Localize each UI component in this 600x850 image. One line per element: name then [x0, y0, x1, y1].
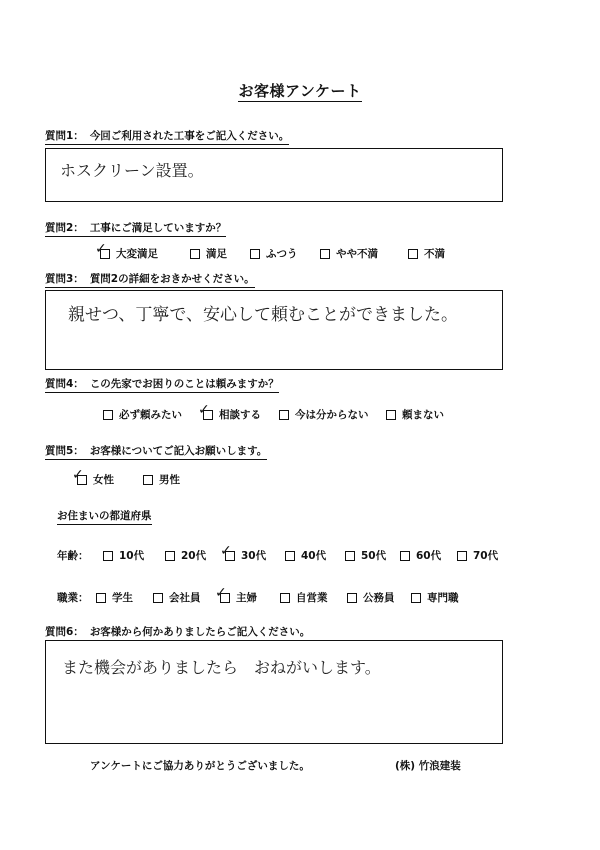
gender-option-label: 男性 — [159, 474, 180, 486]
satisfaction-option[interactable] — [95, 240, 158, 261]
checkbox[interactable] — [250, 249, 260, 259]
age-option-label: 30代 — [241, 550, 267, 562]
checkbox[interactable] — [345, 551, 355, 561]
request-option-label: 頼まない — [402, 409, 444, 421]
page-title: お客様アンケート — [238, 82, 362, 100]
gender-option[interactable] — [143, 472, 180, 487]
company-name: (株) 竹浪建装 — [395, 760, 461, 772]
check-mark-icon: ✓ — [72, 466, 84, 483]
age-option[interactable] — [285, 548, 326, 563]
checkbox[interactable] — [279, 410, 289, 420]
question-5: 質問5： お客様についてご記入お願いします。 — [45, 443, 267, 460]
age-option-label: 40代 — [301, 550, 327, 562]
age-option[interactable] — [457, 548, 498, 563]
check-mark-icon: ✓ — [198, 401, 210, 418]
job-option[interactable] — [153, 590, 201, 605]
gender-option[interactable] — [72, 466, 114, 487]
age-option-label: 60代 — [416, 550, 442, 562]
checkbox[interactable] — [280, 593, 290, 603]
answer-6-handwriting: また機会がありましたら おねがいします。 — [62, 658, 381, 677]
age-label: 年齢： — [57, 550, 89, 562]
checkbox[interactable] — [143, 475, 153, 485]
gender-option-label: 女性 — [93, 474, 114, 486]
satisfaction-option-label: 満足 — [206, 248, 227, 260]
satisfaction-option[interactable] — [250, 246, 298, 261]
checkbox[interactable] — [347, 593, 357, 603]
job-option-label: 公務員 — [363, 592, 395, 604]
checkbox[interactable] — [285, 551, 295, 561]
satisfaction-option-label: やや不満 — [336, 248, 378, 260]
request-option[interactable] — [386, 407, 444, 422]
checkbox[interactable] — [408, 249, 418, 259]
checkbox[interactable] — [386, 410, 396, 420]
check-mark-icon: ✓ — [215, 584, 227, 601]
satisfaction-option[interactable] — [408, 246, 445, 261]
checkbox[interactable] — [190, 249, 200, 259]
answer-1-handwriting: ホスクリーン設置。 — [60, 161, 204, 180]
job-option[interactable] — [347, 590, 395, 605]
job-option[interactable] — [215, 584, 257, 605]
satisfaction-option-label: ふつう — [266, 248, 298, 260]
question-3: 質問3： 質問2の詳細をおきかせください。 — [45, 271, 255, 288]
job-option[interactable] — [411, 590, 459, 605]
age-option-label: 10代 — [119, 550, 145, 562]
job-option-label: 主婦 — [236, 592, 257, 604]
age-option-label: 70代 — [473, 550, 499, 562]
check-mark-icon: ✓ — [220, 542, 232, 559]
prefecture-label: お住まいの都道府県 — [57, 508, 152, 525]
job-option[interactable] — [96, 590, 133, 605]
question-2: 質問2： 工事にご満足していますか？ — [45, 220, 226, 237]
question-1: 質問1： 今回ご利用された工事をご記入ください。 — [45, 128, 289, 145]
age-option-label: 20代 — [181, 550, 207, 562]
age-option[interactable] — [345, 548, 386, 563]
job-option-label: 学生 — [112, 592, 133, 604]
checkbox[interactable] — [103, 551, 113, 561]
checkbox[interactable] — [153, 593, 163, 603]
question-6: 質問6： お客様から何かありましたらご記入ください。 — [45, 624, 310, 641]
checkbox[interactable] — [72, 466, 87, 485]
thanks-message: アンケートにご協力ありがとうございました。 — [90, 760, 310, 772]
age-option[interactable] — [400, 548, 441, 563]
job-option-label: 自営業 — [296, 592, 328, 604]
request-option-label: 相談する — [219, 409, 261, 421]
checkbox[interactable] — [95, 240, 110, 259]
checkbox[interactable] — [215, 584, 230, 603]
request-option[interactable] — [103, 407, 182, 422]
job-option[interactable] — [280, 590, 328, 605]
checkbox[interactable] — [220, 542, 235, 561]
satisfaction-option[interactable] — [190, 246, 227, 261]
checkbox[interactable] — [457, 551, 467, 561]
request-option-label: 今は分からない — [295, 409, 369, 421]
job-label: 職業： — [57, 592, 89, 604]
age-option[interactable] — [165, 548, 206, 563]
job-option-label: 専門職 — [427, 592, 459, 604]
age-option[interactable] — [103, 548, 144, 563]
satisfaction-option[interactable] — [320, 246, 378, 261]
answer-3-handwriting: 親せつ、丁寧で、安心して頼むことができました。 — [68, 305, 458, 325]
request-option[interactable] — [279, 407, 369, 422]
question-4: 質問4： この先家でお困りのことは頼みますか？ — [45, 376, 279, 393]
checkbox[interactable] — [198, 401, 213, 420]
satisfaction-option-label: 不満 — [424, 248, 445, 260]
age-option[interactable] — [220, 542, 267, 563]
checkbox[interactable] — [96, 593, 106, 603]
check-mark-icon: ✓ — [95, 240, 107, 257]
checkbox[interactable] — [165, 551, 175, 561]
age-option-label: 50代 — [361, 550, 387, 562]
request-option-label: 必ず頼みたい — [119, 409, 182, 421]
checkbox[interactable] — [320, 249, 330, 259]
request-option[interactable] — [198, 401, 261, 422]
satisfaction-option-label: 大変満足 — [116, 248, 158, 260]
checkbox[interactable] — [411, 593, 421, 603]
checkbox[interactable] — [103, 410, 113, 420]
checkbox[interactable] — [400, 551, 410, 561]
job-option-label: 会社員 — [169, 592, 201, 604]
